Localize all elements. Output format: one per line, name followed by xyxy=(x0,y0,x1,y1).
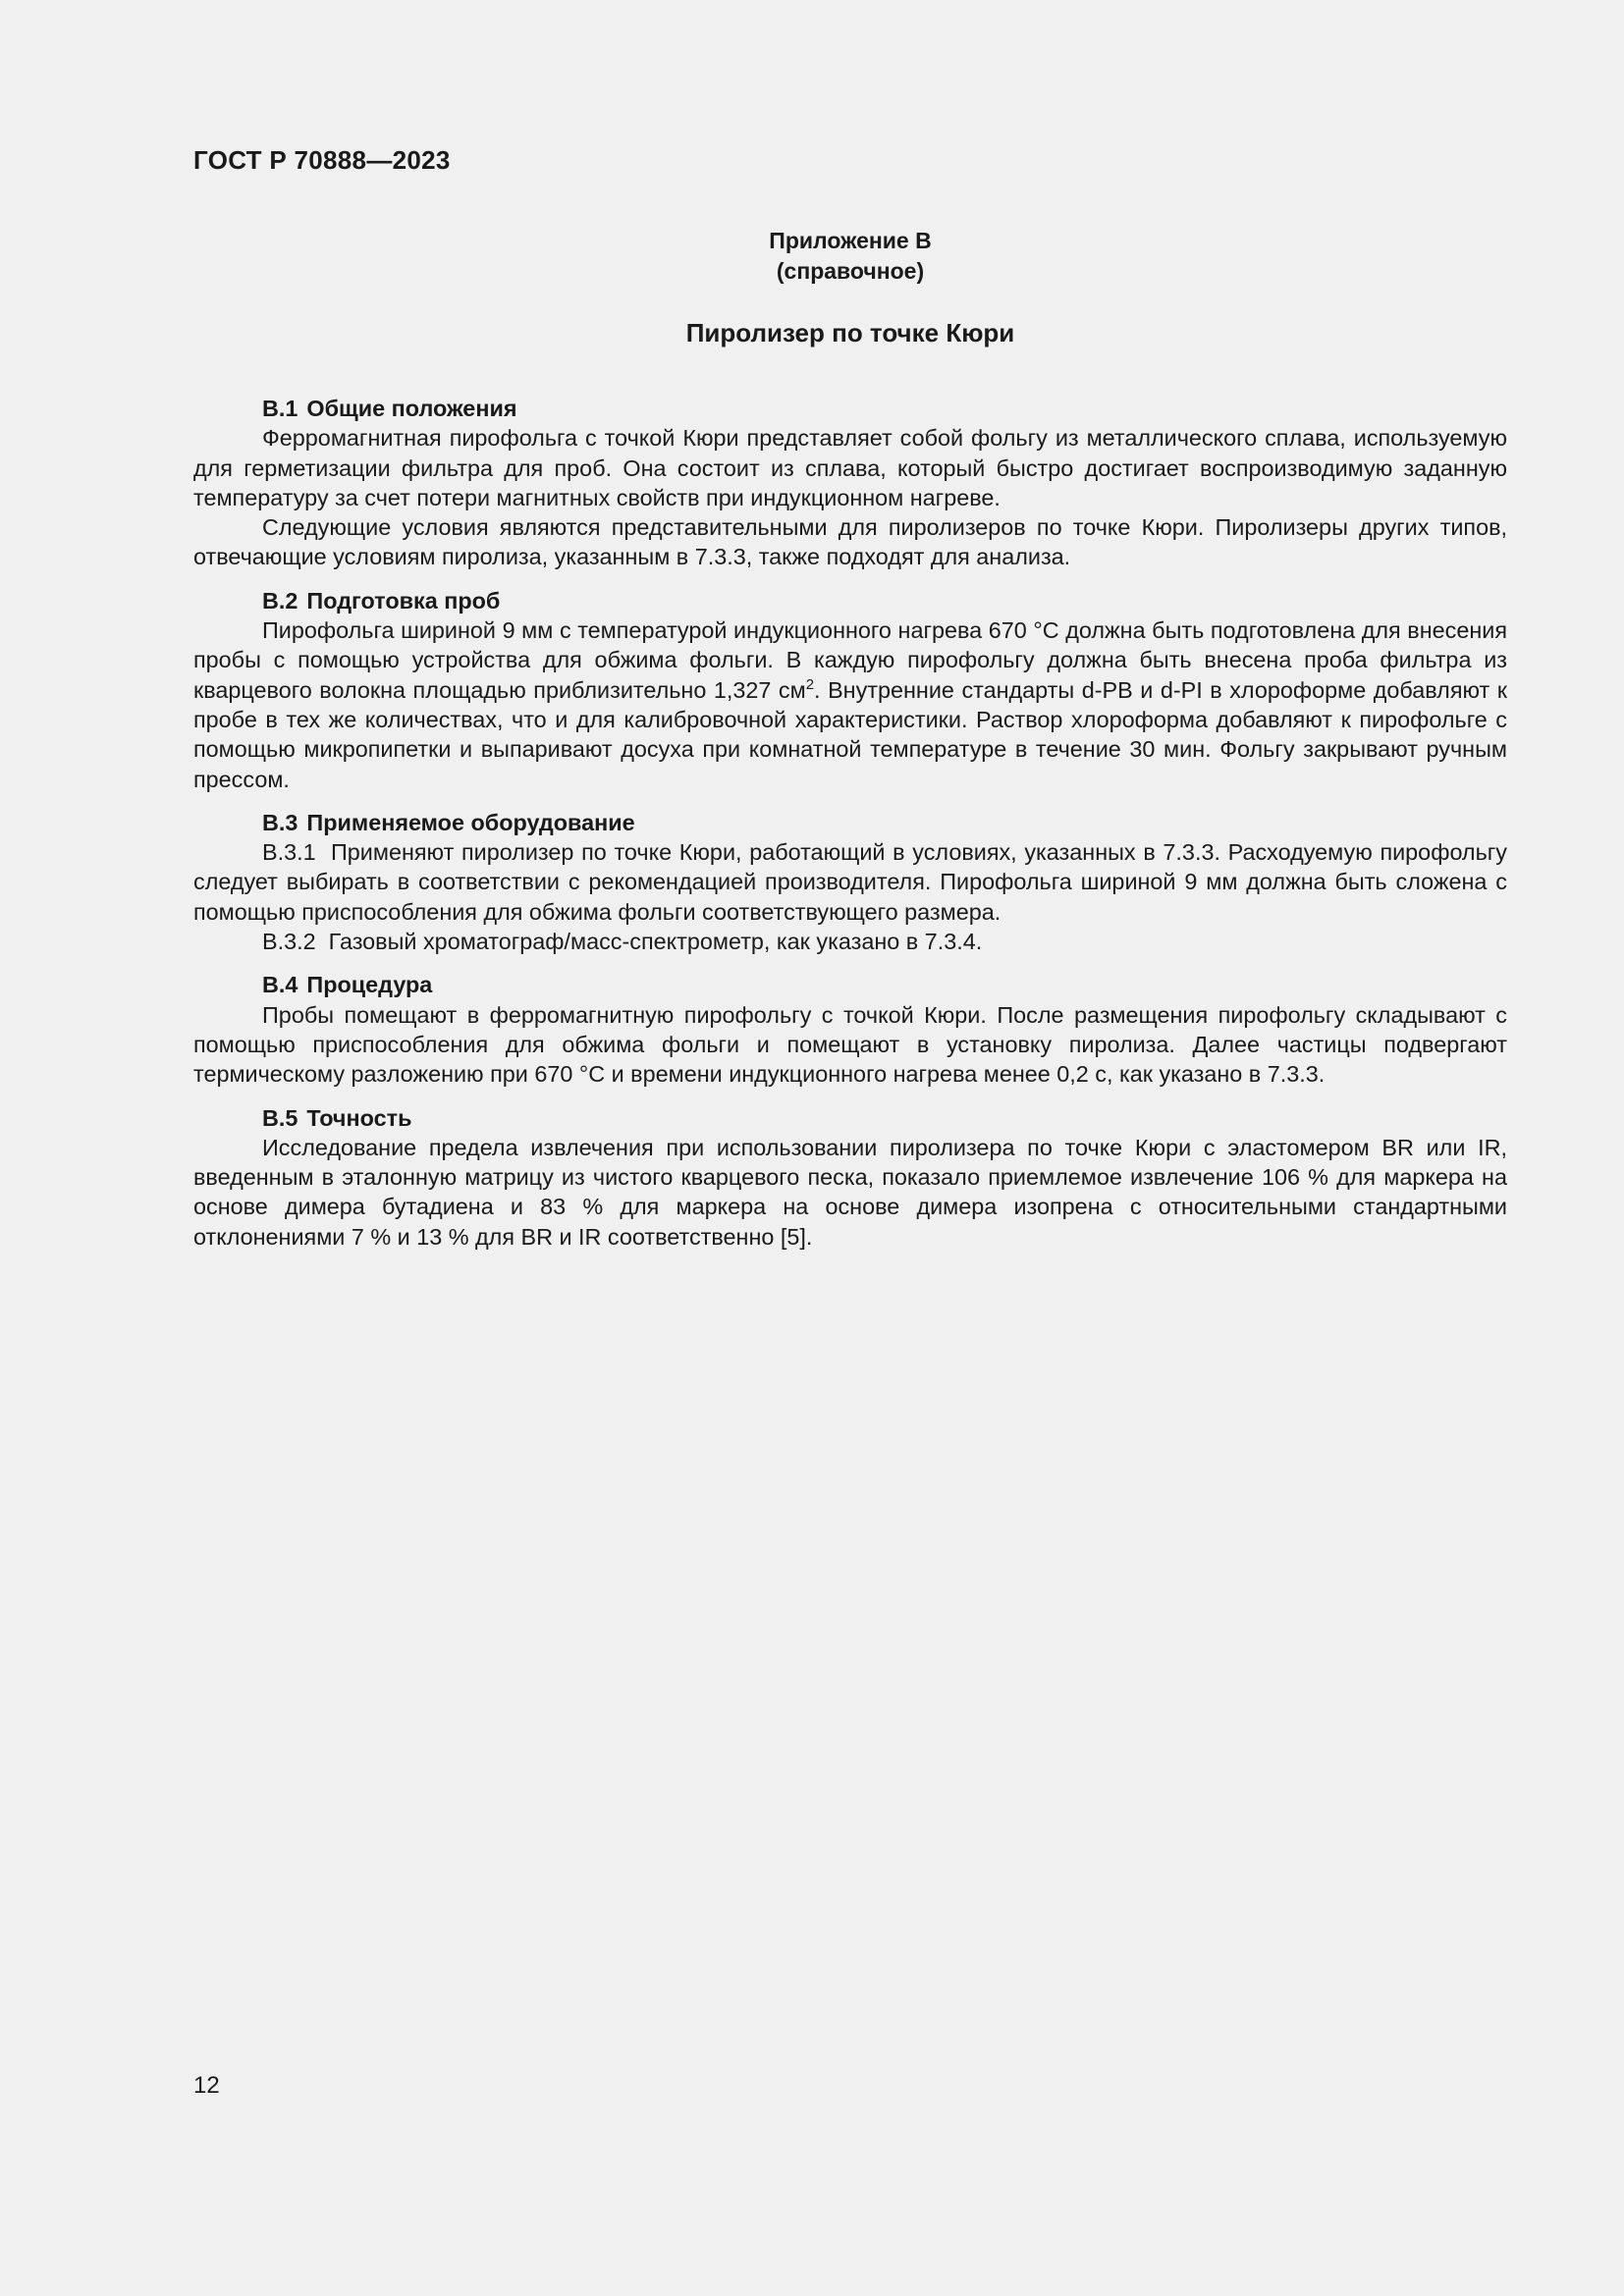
paragraph: Пробы помещают в ферромагнитную пирофольгу с точкой Кюри. После размещения пирофольгу складывают с помощью приспособления для обжима фольги и помещают в установку пиролиза. Далее частицы подвергают термическому разложению при 670 °С и времени индукционного нагрева менее 0,2 с, как указано в 7.3.3. xyxy=(193,1001,1507,1088)
section-heading-b5 xyxy=(193,1103,1507,1133)
paragraph-text: Пирофольга шириной 9 мм с температурой индукционного нагрева 670 °С должна быть подготовлена для внесения пробы с помощью устройства для обжима фольги. В каждую пирофольгу должна быть внесена проба фильтра из кварцевого волокна площадью приблизительно 1,327 см xyxy=(193,617,1507,703)
section-title: Общие положения xyxy=(306,396,517,421)
section-number: В.5 xyxy=(262,1104,298,1131)
annex-title: Пиролизер по точке Кюри xyxy=(685,318,1015,347)
page-number: 12 xyxy=(193,2072,220,2099)
section-title: Применяемое оборудование xyxy=(306,809,635,835)
section-heading-b4 xyxy=(193,970,1507,999)
paragraph: В.3.1 Применяют пиролизер по точке Кюри, работающий в условиях, указанных в 7.3.3. Расходуемую пирофольгу следует выбирать в соответствии с рекомендацией производителя. Пирофольга шириной 9 мм должна быть сложена с помощью приспособления для обжима фольги соответствующего размера. xyxy=(193,839,1514,925)
paragraph xyxy=(193,615,1507,794)
document-body xyxy=(193,394,1514,1252)
paragraph: Следующие условия являются представительными для пиролизеров по точке Кюри. Пиролизеры других типов, отвечающие условиям пиролиза, указанным в 7.3.3, также подходят для анализа. xyxy=(193,514,1507,570)
paragraph: Исследование предела извлечения при использовании пиролизера по точке Кюри с эластомером BR или IR, введенным в эталонную матрицу из чистого кварцевого песка, показало приемлемое извлечение 106 % для маркера на основе димера бутадиена и 83 % для маркера на основе димера изопрена с относительными стандартными отклонениями 7 % и 13 % для BR и IR соответственно [5]. xyxy=(193,1134,1507,1250)
section-heading-b2 xyxy=(193,586,1507,615)
annex-header xyxy=(193,226,1507,287)
annex-type: (справочное) xyxy=(776,258,925,284)
section-heading-b3 xyxy=(193,808,1507,837)
section-number: В.2 xyxy=(262,587,298,614)
section-number: В.4 xyxy=(262,972,298,998)
section-number: В.3 xyxy=(262,809,298,835)
section-number: В.1 xyxy=(262,396,298,421)
paragraph-text: . Внутренние стандарты d-PB и d-PI в хлороформе добавляют к пробе в тех же количествах, что и для калибровочной характеристики. Раствор хлороформа добавляют к пирофольге с помощью микропипетки и выпаривают досуха при комнатной температуре в течение 30 мин. Фольгу закрывают ручным прессом. xyxy=(193,676,1507,792)
document-page xyxy=(193,0,1514,2296)
annex-label: Приложение В xyxy=(769,228,932,253)
superscript: 2 xyxy=(805,675,815,693)
paragraph: В.3.2 Газовый хроматограф/масс-спектрометр, как указано в 7.3.4. xyxy=(262,929,983,955)
section-title: Процедура xyxy=(306,972,433,998)
section-heading-b1 xyxy=(193,394,1507,423)
section-title: Точность xyxy=(306,1104,412,1131)
paragraph: Ферромагнитная пирофольга с точкой Кюри представляет собой фольгу из металлического сплава, используемую для герметизации фильтра для проб. Она состоит из сплава, который быстро достигает воспроизводимую заданную температуру за счет потери магнитных свойств при индукционном нагреве. xyxy=(193,425,1507,510)
document-code: ГОСТ Р 70888—2023 xyxy=(193,145,451,175)
section-title: Подготовка проб xyxy=(306,587,501,614)
